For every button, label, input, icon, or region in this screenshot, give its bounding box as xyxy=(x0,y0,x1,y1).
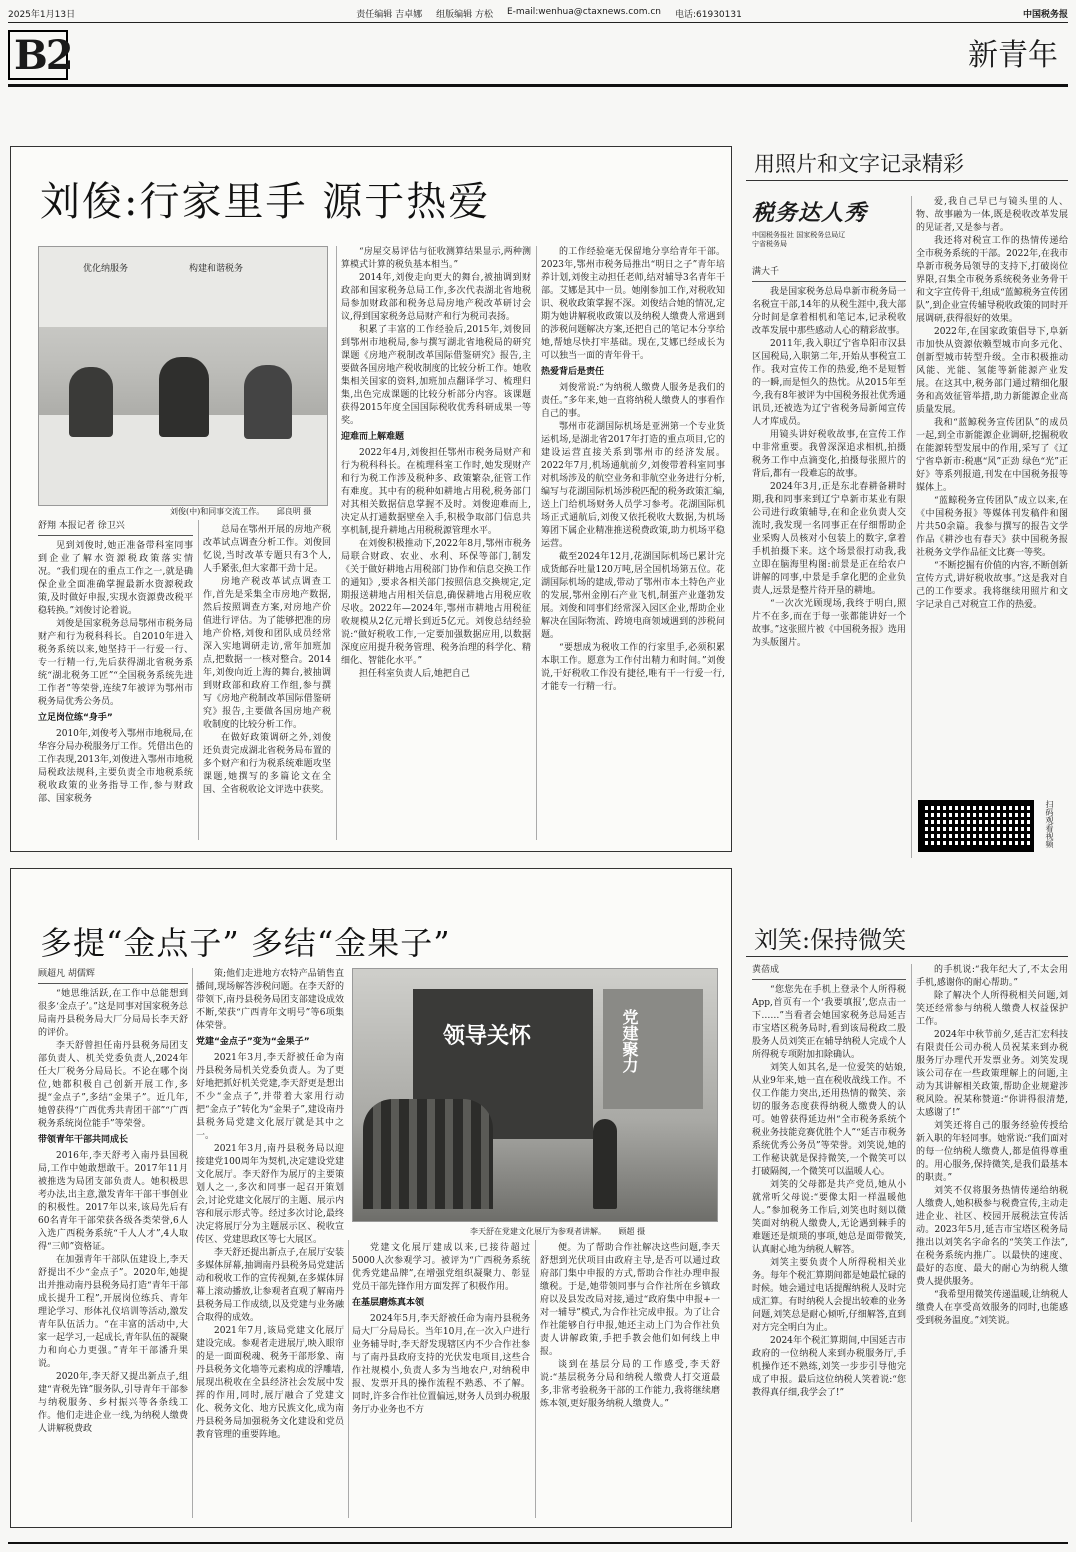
column-rule xyxy=(198,520,199,840)
paragraph: 2024年3月,正是东北春耕备耕时期,我和同事来到辽宁阜新市某业有限公司进行政策辅导,在和企业负责人交流时,我发现一名同事正在仔细帮助企业采购人员核对小包装上的数字,拿着手机拍摄下来。这个场景很打动我,我立即在脑海里构图:前景是正在给农户讲解的同事,中景是手拿化肥的企业负责人,远景是整片待开垦的耕地。 xyxy=(752,482,906,596)
article-2-title: 多提“金点子” 多结“金果子” xyxy=(40,924,451,962)
paragraph: “不断挖掘有价值的内容,不断创新宣传方式,讲好税收故事。”这是我对自己的工作要求。我将继续用照片和文字记录自己对税宣工作的热爱。 xyxy=(916,561,1068,610)
paragraph: “她思维活跃,在工作中总能想到很多‘金点子’。”这是同事对国家税务总局南丹县税务局大厂分局局长李天舒的评价。 xyxy=(38,989,188,1038)
paragraph: 2021年3月,李天舒被任命为南丹县税务局机关党委负责人。为了更好地把抓好机关党建,李天舒更是想出不少“金点子”,并带着大家用行动把“金点子”转化为“金果子”,建设南丹县税务局党建文化展厅就是其中之一。 xyxy=(196,1053,344,1141)
paragraph: 党建文化展厅建成以来,已接待超过5000人次参观学习。被评为“广西税务系统优秀党建品牌”,在增强党组织凝聚力、彰显党员干部先锋作用方面发挥了积极作用。 xyxy=(352,1243,530,1292)
article-2-photo-caption xyxy=(470,1226,645,1237)
paragraph: 李天舒还提出新点子,在展厅安装多媒体屏幕,抽调南丹县税务局党建活动和税收工作的宣传视频,在多媒体屏幕上滚动播放,让参观者直观了解南丹县税务局工作成绩,以及党建与业务融合取得的成效。 xyxy=(196,1248,344,1323)
visitor-group xyxy=(363,1099,493,1209)
sidebar-2-byline: 黄蓓成 xyxy=(752,964,906,980)
column-rule xyxy=(192,968,193,1518)
sidebar-2-title: 刘笑:保持微笑 xyxy=(754,926,907,954)
photo-sign-2: 党建聚力 xyxy=(620,1009,639,1073)
article-1-title: 刘俊:行家里手 源于热爱 xyxy=(40,179,491,225)
paragraph: 的手机说:“我年纪大了,不太会用手机,感谢你的耐心帮助。” xyxy=(916,965,1068,988)
paragraph: 的工作经验毫无保留地分享给青年干部。2023年,鄂州市税务局推出“明日之子”青年培养计划,刘俊主动担任老师,结对辅导3名青年干部。艾娜是其中一员。她刚参加工作,对税收知识、税收政策掌握不深。刘俊结合她的情况,定期为她讲解税收政策以及纳税人缴费人常遇到的涉税问题解决方案,还把自己的笔记本分享给她,帮她尽快打牢基础。现在,艾娜已经成长为可以独当一面的青年骨干。 xyxy=(541,247,725,361)
paragraph: 李天舒曾担任南丹县税务局团支部负责人、机关党委负责人,2024年任大厂税务分局局长。不论在哪个岗位,她都积极自己创新开展工作,多提“金点子”,多结“金果子”。近几年,她曾获得“广西优秀共青团干部”“广西税务系统岗位能手”等荣誉。 xyxy=(38,1041,188,1129)
paragraph: 总局在鄂州开展的房地产税改革试点调查分析工作。刘俊回忆说,当时改革专题只有3个人,人手紧张,但大家都干劲十足。 xyxy=(203,525,331,574)
paragraph: 刘笑人如其名,是一位爱笑的姑娘,从业9年来,她一直在税收战线工作。不仅工作能力突出,还用热情的微笑、亲切的服务态度获得纳税人缴费人的认可。她曾获得延边州“全市税务系统个税业务技能竞赛优胜个人”“延吉市税务系统优秀公务员”等荣誉。刘笑说,她的工作秘诀就是保持微笑,一个微笑可以打破隔阂,一个微笑可以温暖人心。 xyxy=(752,1063,906,1177)
paragraph: 在加强青年干部队伍建设上,李天舒提出不少“金点子”。2020年,她提出并推动南丹县税务局打造“青年干部成长提升工程”,开展岗位练兵、青年理论学习、形体礼仪培训等活动,激发青年队伍活力。“在丰富的活动中,大家一起学习,一起成长,青年队伍的凝聚力和向心力更强。”青年干部潘升果说。 xyxy=(38,1255,188,1369)
article-2-col-2 xyxy=(196,968,344,1518)
sidebar-1-title: 用照片和文字记录精彩 xyxy=(754,152,964,176)
paragraph: 刘笑还将自己的服务经验传授给新入职的年轻同事。她常说:“我们面对的每一位纳税人缴费人,都是值得尊重的。用心服务,保持微笑,是我们最基本的职责。” xyxy=(916,1121,1068,1183)
sidebar-2-rule xyxy=(746,956,1068,957)
logo-text: 税务达人秀 xyxy=(752,200,868,226)
paragraph: 见到刘俊时,她正准备带科室同事到企业了解水资源税政策落实情况。“我们现在的重点工作之一,就是确保企业全面准确掌握最新水资源税政策,及时做好申报,实现水资源费改税平稳转换。”刘俊讨论着说。 xyxy=(38,541,193,616)
paper-name: 中国税务报 xyxy=(1022,9,1068,20)
subheading: 迎难而上解难题 xyxy=(341,432,405,442)
paragraph: 2016年,李天舒考入南丹县国税局,工作中她敢想敢干。2017年11月被推选为局团支部负责人。她积极思考办法,出主意,激发青年干部干事创业的积极性。2017年以来,该局先后有60名青年干部荣获各级各类荣誉,6人入选广西税务系统“千人人才”,4人取得“三师”资格证。 xyxy=(38,1151,188,1252)
page-footer-rule xyxy=(8,1542,1068,1544)
paragraph: “房屋交易评估与征收测算结果显示,两种测算模式计算的税负基本相当。” xyxy=(341,247,531,270)
article-1-col-2 xyxy=(203,524,331,840)
email: E-mail:wenhua@ctaxnews.com.cn xyxy=(507,6,661,17)
paragraph: 刘笑不仅将服务热情传递给纳税人缴费人,她积极参与税费宣传,主动走进企业、社区、校园开展税法宣传活动。2023年5月,延吉市宝塔区税务局推出以刘笑名字命名的“笑笑工作法”,在税务系统内推广。以最快的速度、最好的态度、最大的耐心为纳税人缴费人提供服务。 xyxy=(916,1186,1068,1287)
paragraph: 我和“蓝鲸税务宣传团队”的成员一起,到全市新能源企业调研,挖掘税收在能源转型发展中的作用,采写了《辽宁省阜新市:税惠“风”正劲 绿色“光”正好》等系列报道,刊发在中国税务报等媒体上。 xyxy=(916,418,1068,493)
article-1-byline: 舒翔 本报记者 徐卫兴 xyxy=(38,520,193,536)
paragraph: 2021年3月,南丹县税务局以迎接建党100周年为契机,决定建设党建文化展厅。李天舒作为展厅的主要策划人之一,多次和同事一起召开策划会,讨论党建文化展厅的主题、展示内容和展示形式等。经过多次讨论,最终决定将展厅分为主题展示区、税收宣传区、党建思政区等七大展区。 xyxy=(196,1144,344,1245)
article-2-col-3 xyxy=(352,1242,530,1518)
paragraph: 爱,我自己早已与镜头里的人、物、故事融为一体,既是税收改革发展的见证者,又是参与者。 xyxy=(916,197,1068,233)
paragraph: 2021年7月,该局党建文化展厅建设完成。参观者走进展厅,映入眼帘的是一面面税魂、税务干部形象、南丹县税务文化墙等元素构成的浮雕墙,展现出税收在全县经济社会发展中发挥的作用,同时,展厅融合了党建文化、税务文化、地方民族文化,成为南丹县税务局加强税务文化建设和党员教育管理的重要阵地。 xyxy=(196,1326,344,1440)
subheading: 在基层磨炼真本领 xyxy=(352,1298,425,1308)
logo-sub: 中国税务报社 国家税务总局辽宁省税务局 xyxy=(752,231,846,248)
paragraph: 2010年,刘俊考入鄂州市地税局,在华容分局办税服务厅工作。凭借出色的工作表现,2013年,刘俊进入鄂州市地税局税政法规科,主要负责全市地税系统税收政策的业务指导工作,参与财政部、国家税务 xyxy=(38,729,193,804)
page-label: B2 xyxy=(14,32,72,79)
column-rule xyxy=(911,964,912,1522)
sidebar-1-logo xyxy=(752,196,904,256)
qr-note: 扫码观看视频 xyxy=(1045,800,1054,848)
paragraph: 刘笑的父母都是共产党员,她从小就常听父母说:“要像太阳一样温暖他人。”参加税务工作后,刘笑也时刻以微笑面对纳税人缴费人,无论遇到棘手的难题还是烦琐的事项,她总是面带微笑,认真耐心地为纳税人解答。 xyxy=(752,1180,906,1255)
article-2-photo xyxy=(352,968,718,1222)
subheading: 立足岗位练“身手” xyxy=(38,713,113,723)
paragraph: 2024年个税汇算期间,中国延吉市政府的一位纳税人来到办税服务厅,手机操作还不熟练,刘笑一步步引导他完成了申报。最后这位纳税人笑着说:“您教得真仔细,我学会了!” xyxy=(752,1336,906,1398)
photo-sign-1: 领导关怀 xyxy=(443,1023,532,1049)
article-1-photo-caption xyxy=(170,506,311,517)
sidebar-1-rule xyxy=(746,180,1068,181)
column-rule xyxy=(535,1240,536,1518)
paragraph: 我还将对税宣工作的热情传递给全市税务系统的干部。2022年,在我市阜新市税务局领导的支持下,打破岗位界限,召集全市税务系统税务业务骨干和文字宣传骨干,组成“蓝鲸税务宣传团队”,到企业宣传辅导税收政策的同时开展调研,获得很好的效果。 xyxy=(916,236,1068,324)
paragraph: 除了解决个人所得税相关问题,刘笑还经常参与纳税人缴费人权益保护工作。 xyxy=(916,991,1068,1027)
column-rule xyxy=(911,196,912,858)
paragraph: 2011年,我入职辽宁省阜阳市汉县区国税局,入职第二年,开始从事税宣工作。我对宣传工作的热爱,绝不是短暂的一瞬,而是恒久的热忱。从2015年至今,我有8年被评为中国税务报社优秀通讯员,还被选为辽宁省税务局新闻宣传人才库成员。 xyxy=(752,339,906,427)
paragraph: 谈到在基层分局的工作感受,李天舒说:“基层税务分局和纳税人缴费人打交道最多,非常考验税务干部的工作能力,我将继续磨炼本领,更好服务纳税人缴费人。” xyxy=(540,1360,720,1409)
header-rule xyxy=(8,22,1068,23)
paragraph: “一次次光顾现场,我终于明白,照片不在多,而在于每一张都能讲好一个故事。”这张照片被《中国税务报》选用为头版图片。 xyxy=(752,599,906,648)
paragraph: 在刘俊积极推动下,2022年8月,鄂州市税务局联合财政、农业、水利、环保等部门,制发《关于做好耕地占用税部门协作和信息交换工作的通知》,要求各相关部门按照信息交换规定,定期报送耕地占用相关信息,确保耕地占用税应收尽收。2022年—2024年,鄂州市耕地占用税征收规模从2亿元增长到近5亿元。刘俊总结经验说:“做好税收工作,一定要加强数据应用,以数据深度应用提升税务管理、税务治理的科学化、精细化、智能化水平。” xyxy=(341,539,531,666)
photo-wall xyxy=(39,247,327,327)
photo-person-left xyxy=(69,367,113,437)
caption-text: 刘俊(中)和同事交流工作。 xyxy=(170,507,265,516)
photo-credit: 邱良明 摄 xyxy=(276,507,312,516)
column-rule xyxy=(336,246,337,840)
paragraph: 策;他们走进地方农特产品销售直播间,现场解答涉税问题。在李天舒的带领下,南丹县税务局团支部建设成效不断,荣获“广西青年文明号”等6项集体荣誉。 xyxy=(196,969,344,1031)
page-header xyxy=(8,6,1068,20)
paragraph: 鄂州市花湖国际机场是亚洲第一个专业货运机场,是湖北省2017年打造的重点项目,它的建设运营直接关系到鄂州市的经济发展。2022年7月,机场通航前夕,刘俊带着科室同事对机场涉及的航空业务和非航空业务进行分析,编写与花湖国际机场涉税匹配的税务政策汇编,送上门给机场财务人员学习参考。花湖国际机场正式通航后,刘俊又依托税收大数据,为机场筹团下属企业精准推送税费政策,助力机场平稳运营。 xyxy=(541,422,725,549)
article-2-col-1 xyxy=(38,968,188,1518)
article-1-col-3 xyxy=(341,246,531,840)
sidebar-1-col-2 xyxy=(916,196,1068,792)
paragraph: 担任科室负责人后,她把自己 xyxy=(359,669,470,679)
paragraph: 2022年4月,刘俊担任鄂州市税务局财产和行为税科科长。在梳理科室工作时,她发现财产和行为税工作涉及税种多、政策繁杂,征管工作有难度。其中有的税种如耕地占用税,税务部门对其相关数据信息掌握不及时。刘俊迎难而上,决定从打通数据壁垒入手,积极争取部门信息共享机制,提升耕地占用税税源管理水平。 xyxy=(341,448,531,536)
paragraph: 刘俊常说:“为纳税人缴费人服务是我们的责任。”多年来,她一直将纳税人缴费人的事看作自己的事。 xyxy=(541,383,725,419)
paragraph: 2020年,李天舒又提出新点子,组建“青税先锋”服务队,引导青年干部参与纳税服务、乡村振兴等各条线工作。他们走进企业一线,为纳税人缴费人讲解税费政 xyxy=(38,1372,188,1434)
photo-credit: 顾超 摄 xyxy=(618,1227,646,1236)
paragraph: “您您先在手机上登录个人所得税App,首页有一个‘我要填报’,您点击一下……”当看者会她国家税务总局延吉市宝塔区税务局时,看到该局税政二股股务人员刘笑正在辅导纳税人完成个人所得税专项附加扣除确认。 xyxy=(752,985,906,1060)
photo-sign-left: 优化纳服务 xyxy=(83,264,129,274)
article-1-col-1 xyxy=(38,520,193,840)
paragraph: “我希望用微笑传递温暖,让纳税人缴费人在享受高效服务的同时,也能感受到税务温度。”刘笑说。 xyxy=(916,1290,1068,1326)
article-2-byline: 顾超凡 胡儒辉 xyxy=(38,968,188,984)
photo-person-right xyxy=(244,365,292,439)
sidebar-2-col-2 xyxy=(916,964,1068,1522)
subheading: 党建“金点子”变为“金果子” xyxy=(196,1037,310,1047)
paragraph: 2022年,在国家政策倡导下,阜新市加快从资源依赖型城市向多元化、创新型城市转型升级。全市积极推动风能、光能、氢能等新能源产业发展。在这其中,税务部门通过精细化服务和高效征管举措,助力新能源企业高质量发展。 xyxy=(916,327,1068,415)
article-2-col-4 xyxy=(540,1242,720,1518)
video-qr-code[interactable] xyxy=(918,800,1034,852)
paragraph: “要想成为税收工作的行家里手,必须积累本职工作。愿意为工作付出精力和时间。”刘俊说,干好税收工作没有捷径,唯有干一行爱一行,才能专一行精一行。 xyxy=(541,643,725,692)
sidebar-1-byline: 满大千 xyxy=(752,266,906,282)
layout-editor: 组版编辑 方松 xyxy=(436,9,493,20)
paragraph: “蓝鲸税务宣传团队”成立以来,在《中国税务报》等媒体刊发稿件和图片共50余篇。我参与撰写的报告文学作品《耕沙也有春天》获中国税务报社税务文学作品征文比赛一等奖。 xyxy=(916,496,1068,558)
section-name: 新青年 xyxy=(968,38,1058,73)
paragraph: 在做好政策调研之外,刘俊还负责完成湖北省税务局布置的多个财产和行为税系统难题攻坚课题,她撰写的多篇论文在全国、全省税收论文评选中获奖。 xyxy=(203,733,331,795)
paragraph: 刘俊是国家税务总局鄂州市税务局财产和行为税科科长。自2010年进入税务系统以来,她坚持干一行爱一行、专一行精一行,先后获得湖北省税务系统“湖北税务工匠”“全国税务系统先进工作者”等荣誉,连续7年被评为鄂州市税务局优秀公务员。 xyxy=(38,619,193,707)
paragraph: 用镜头讲好税收故事,在宣传工作中非常重要。我曾深深追求相机,拍摄税务工作中点滴变化,拍摄每张照片的背后,都有一段难忘的故事。 xyxy=(752,430,906,479)
paragraph: 刘笑主要负责个人所得税相关业务。每年个税汇算期间都是她最忙碌的时候。她会通过电话提醒纳税人及时完成汇算。有时纳税人会提出较难的业务问题,刘笑总是耐心倾听,仔细解答,直到对方完全明白为止。 xyxy=(752,1258,906,1333)
paragraph: 2024年5月,李天舒被任命为南丹县税务局大厂分局局长。当年10月,在一次入户进行业务辅导时,李天舒发现辖区内不少合作社参与了南丹县政府支持的光伏发电项目,这些合作社规模小,负责人多为当地农户,对纳税申报、发票开具的操作流程不熟悉、不了解。同时,许多合作社位置偏远,财务人员到办税服务厅办业务也不方 xyxy=(352,1314,530,1415)
issue-date: 2025年1月13日 xyxy=(8,9,76,20)
phone: 电话:61930131 xyxy=(674,9,742,20)
paragraph: 房地产税改革试点调查工作,首先是采集全市房地产数据,然后按照调查方案,对房地产价值进行评估。为了能够把准的房地产价格,刘俊和团队成员经常深入实地调研走访,常年加班加点,把数据一一核对整合。2014年,刘俊向近上海的舞台,被抽调到财政部和政府工作组,参与撰写《房地产税制改革国际借鉴研究》报告,主要做各国房地产税收制度的比较分析工作。 xyxy=(203,577,331,730)
paragraph: 我是国家税务总局阜新市税务局一名税宣干部,14年的从税生涯中,我大部分时间是拿着相机和笔记本,记录税收改革发展中那些感动人心的精彩故事。 xyxy=(752,287,906,336)
paragraph: 积累了丰富的工作经验后,2015年,刘俊回到鄂州市地税局,参与撰写湖北省地税局的研究课题《房地产税制改革国际借鉴研究》报告,主要做各国房地产税收制度的比较分析工作。她收集相关国家的资料,加班加点翻译学习、梳理归集,出色完成课题的比较分析部分内容。该课题获得2015年度全国国际税收优秀科研成果一等奖。 xyxy=(341,325,531,426)
presenter xyxy=(593,1119,617,1209)
sidebar-1-col-1 xyxy=(752,266,906,858)
sidebar-2-col-1 xyxy=(752,964,906,1522)
article-1-col-4 xyxy=(541,246,725,840)
section-rule xyxy=(8,84,1068,87)
photo-person-center xyxy=(159,357,209,437)
article-1-photo xyxy=(38,246,328,506)
paragraph: 便。为了帮助合作社解决这些问题,李天舒想到光伏项目由政府主导,是否可以通过政府部门集中申报的方式,帮助合作社办理申报缴税。于是,她带领同事与合作社所在乡镇政府以及县发改局对接,通过“政府集中申报+一对一辅导”模式,为合作社完成申报。为了让合作社能够自行申报,她还主动上门为合作社负责人讲解政策,手把手教会他们如何线上申报。 xyxy=(540,1243,720,1357)
column-rule xyxy=(536,246,537,840)
photo-sign-right: 构建和谐税务 xyxy=(189,264,244,274)
paragraph: 2024年中秋节前夕,延吉汇宏科技有限责任公司办税人员祝某来到办税服务厅办理代开发票业务。刘笑发现该公司存在一些政策理解上的问题,主动为其讲解相关政策,帮助企业规避涉税风险。祝某称赞道:“你讲得很清楚,太感谢了!” xyxy=(916,1030,1068,1118)
subheading: 热爱背后是责任 xyxy=(541,367,605,377)
caption-text: 李天舒在党建文化展厅为参观者讲解。 xyxy=(470,1227,606,1236)
editor: 责任编辑 吉卓娜 xyxy=(356,9,423,20)
paragraph: 截至2024年12月,花湖国际机场已累计完成货邮吞吐量120万吨,居全国机场第五位。花湖国际机场的建成,带动了鄂州市本土特色产业的发展,鄂州金刚石产业飞机,制蛋产业蓬勃发展。刘俊和同事们经常深入园区企业,帮助企业解决在国际物流、跨境电商领域遇到的涉税问题。 xyxy=(541,552,725,640)
paragraph: 2014年,刘俊走向更大的舞台,被抽调到财政部和国家税务总局工作,多次代表湖北省地税局参加财政部和税务总局房地产税改革研讨会议,得到国家税务总局财产和行为税司表扬。 xyxy=(341,273,531,322)
subheading: 带领青年干部共同成长 xyxy=(38,1135,129,1145)
column-rule xyxy=(348,1240,349,1518)
